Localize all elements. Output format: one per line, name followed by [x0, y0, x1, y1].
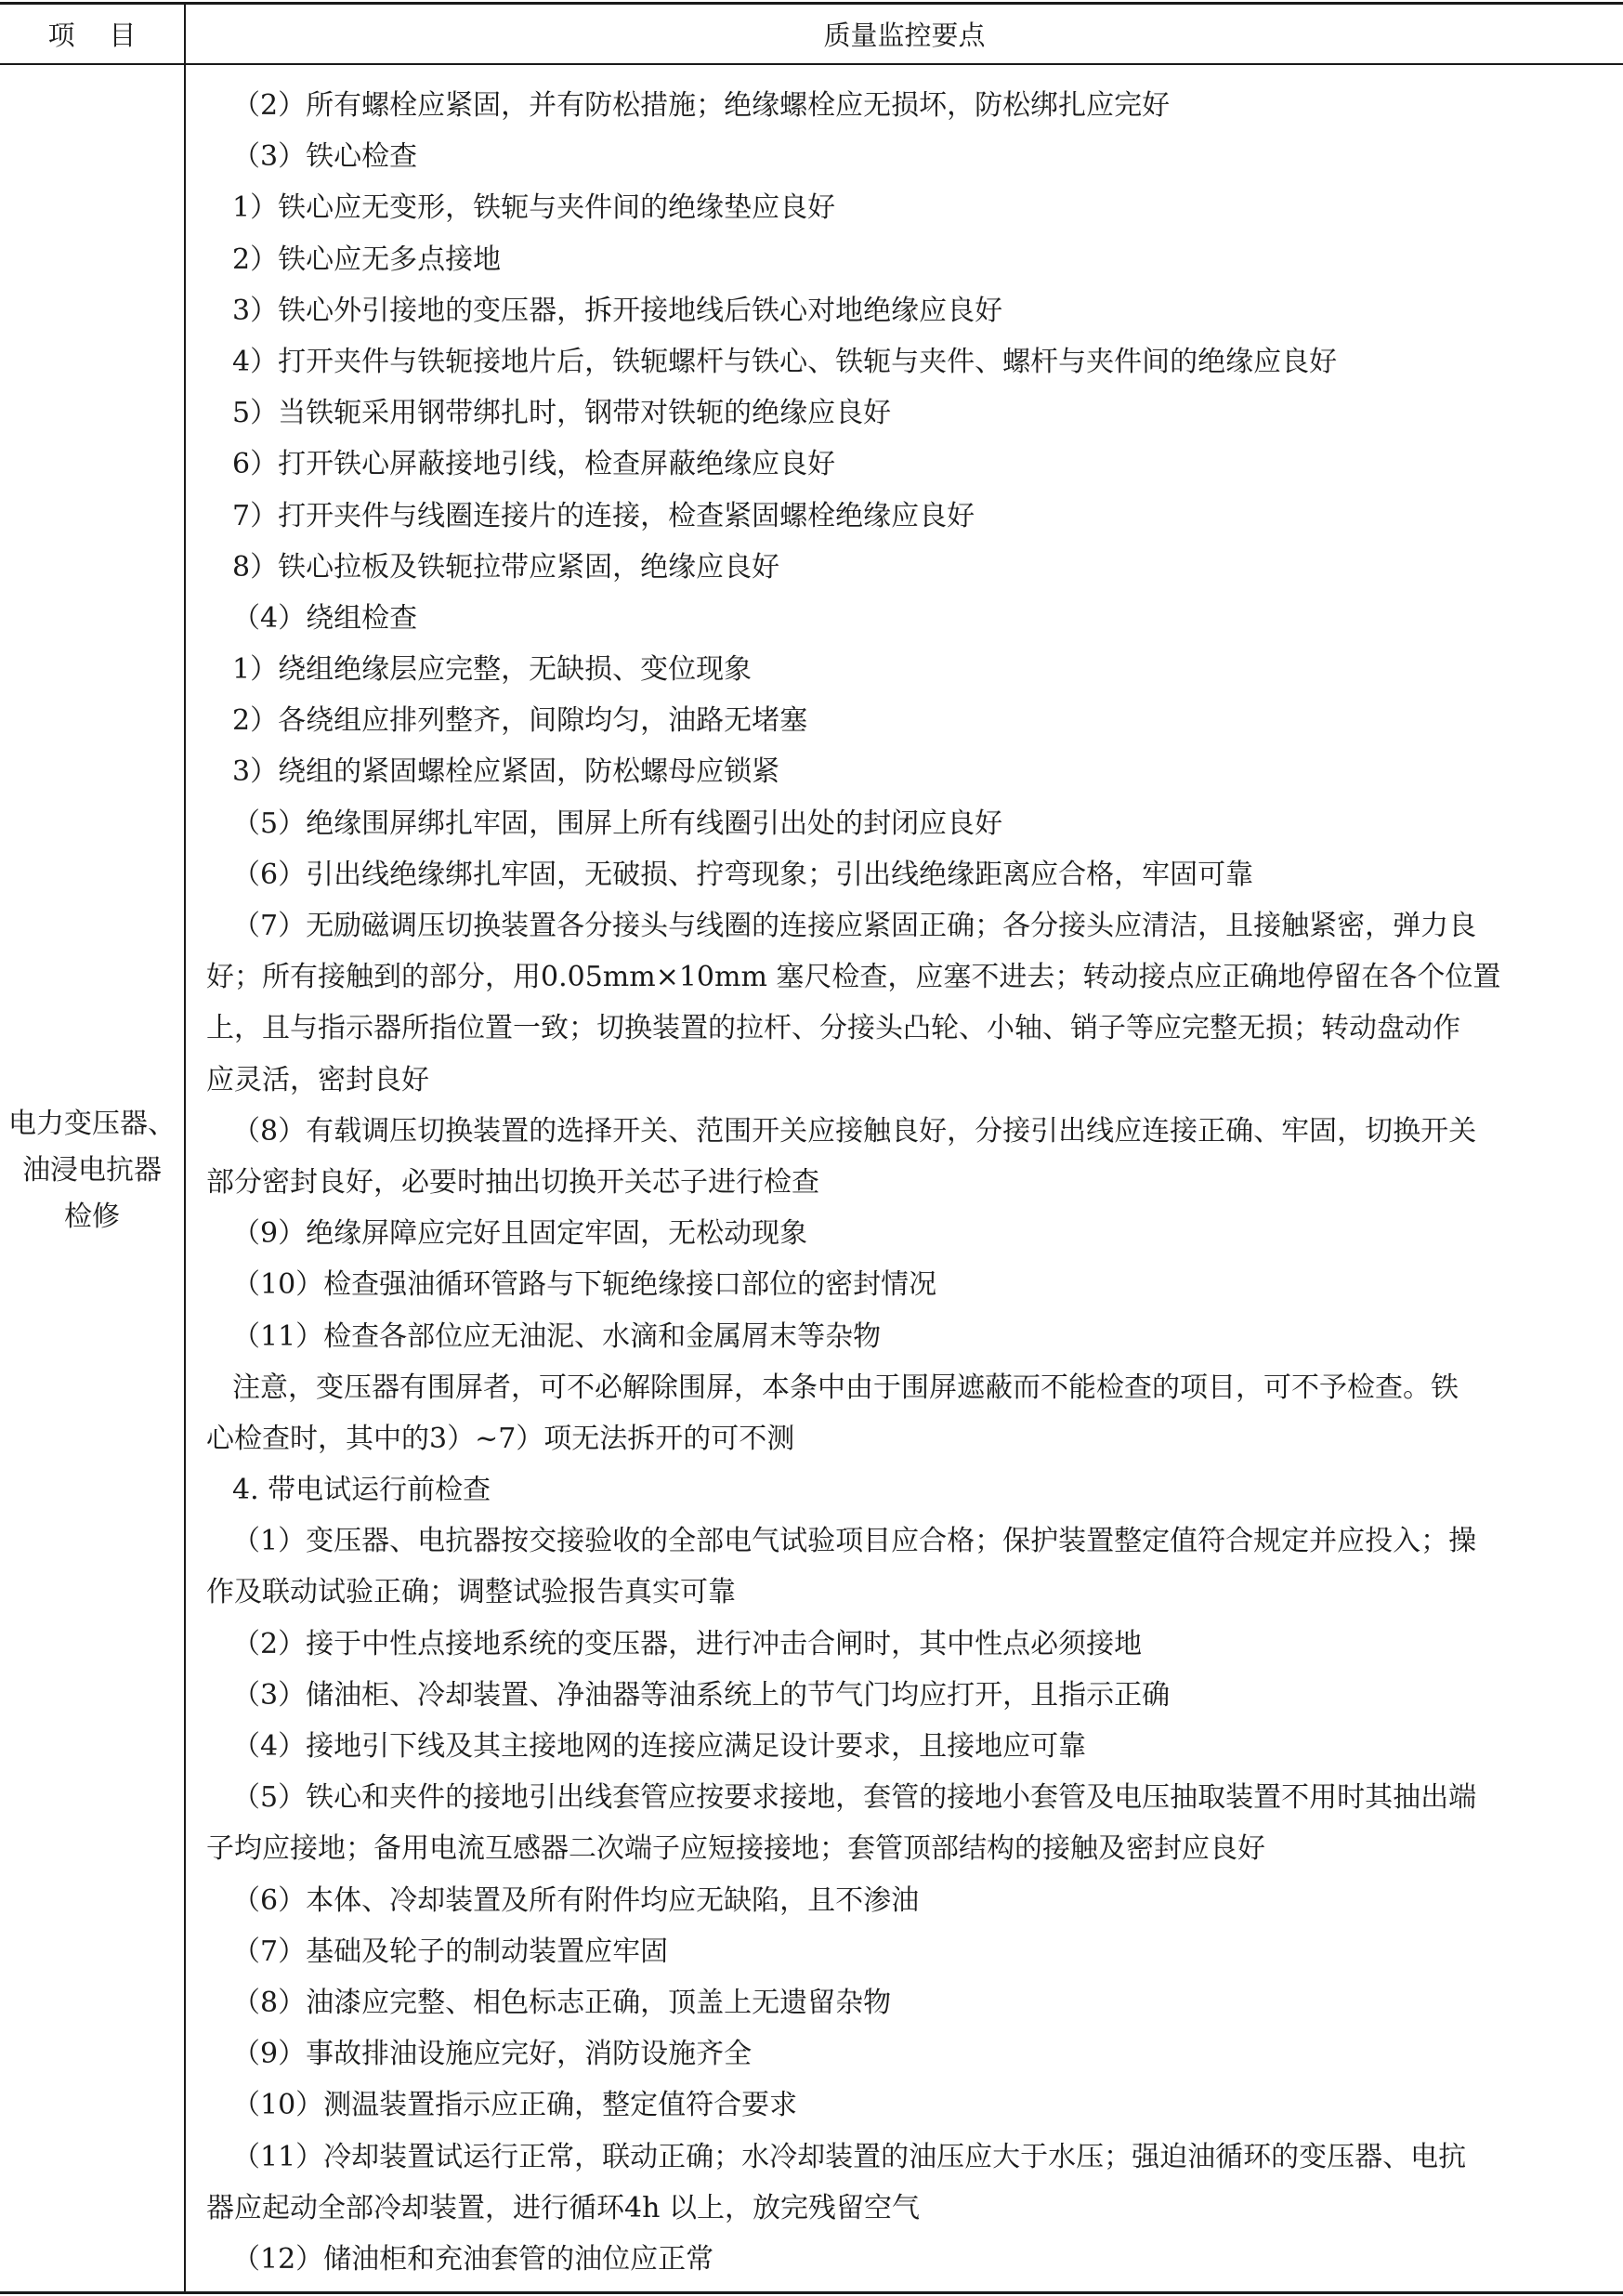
text-line: 1）铁心应无变形，铁轭与夹件间的绝缘垫应良好: [232, 191, 836, 225]
text-line: 好；所有接触到的部分，用0.05mm×10mm 塞尺检查，应塞不进去；转动接点应正确地停留在各个位置: [206, 961, 1501, 994]
text-line: 注意，变压器有围屏者，可不必解除围屏，本条中由于围屏遮蔽而不能检查的项目，可不予检查。铁: [232, 1371, 1459, 1404]
text-line: （6）引出线绝缘绑扎牢固，无破损、拧弯现象；引出线绝缘距离应合格，牢固可靠: [232, 858, 1254, 891]
text-line: （7）无励磁调压切换装置各分接头与线圈的连接应紧固正确；各分接头应清洁，且接触紧密，弹力良: [232, 910, 1477, 942]
text-line: 子均应接地；备用电流互感器二次端子应短接接地；套管顶部结构的接触及密封应良好: [206, 1832, 1265, 1866]
text-line: （3）铁心检查: [232, 140, 418, 174]
text-line: （8）有载调压切换装置的选择开关、范围开关应接触良好，分接引出线应连接正确、牢固，切换开关: [232, 1114, 1477, 1148]
text-line: （9）绝缘屏障应完好且固定牢固，无松动现象: [232, 1217, 808, 1251]
text-line: （11）冷却装置试运行正常，联动正确；水冷却装置的油压应大于水压；强迫油循环的变压器、电抗: [232, 2140, 1467, 2173]
text-line: （7）基础及轮子的制动装置应牢固: [232, 1935, 669, 1968]
text-line: （4）接地引下线及其主接地网的连接应满足设计要求，且接地应可靠: [232, 1730, 1087, 1763]
text-line: 5）当铁轭采用钢带绑扎时，钢带对铁轭的绝缘应良好: [232, 397, 892, 430]
text-line: （9）事故排油设施应完好，消防设施齐全: [232, 2038, 753, 2071]
section-heading: 4. 带电试运行前检查: [232, 1474, 491, 1507]
text-line: （2）接于中性点接地系统的变压器，进行冲击合闸时，其中性点必须接地: [232, 1627, 1143, 1660]
text-line: （10）检查强油循环管路与下轭绝缘接口部位的密封情况: [232, 1268, 937, 1302]
text-line: 6）打开铁心屏蔽接地引线，检查屏蔽绝缘应良好: [232, 448, 836, 481]
text-line: 应灵活，密封良好: [206, 1063, 429, 1096]
text-line: （12）储油柜和充油套管的油位应正常: [232, 2242, 714, 2276]
text-line: （3）储油柜、冷却装置、净油器等油系统上的节气门均应打开，且指示正确: [232, 1678, 1171, 1712]
item-cell: [0, 1101, 184, 1240]
text-line: 部分密封良好，必要时抽出切换开关芯子进行检查: [206, 1165, 819, 1199]
text-line: 2）铁心应无多点接地: [232, 243, 502, 276]
text-line: 心检查时，其中的3）~7）项无法拆开的可不测: [206, 1422, 795, 1455]
text-line: （10）测温装置指示应正确，整定值符合要求: [232, 2089, 798, 2122]
text-line: （2）所有螺栓应紧固，并有防松措施；绝缘螺栓应无损坏，防松绑扎应完好: [232, 89, 1171, 122]
column-header-key-points: 质量监控要点: [823, 20, 986, 51]
item-line: 油浸电抗器: [22, 1154, 162, 1187]
text-line: 1）绕组绝缘层应完整，无缺损、变位现象: [232, 653, 753, 687]
key-points-cell: [206, 80, 1604, 2285]
text-line: 3）绕组的紧固螺栓应紧固，防松螺母应锁紧: [232, 755, 780, 789]
text-line: 2）各绕组应排列整齐，间隙均匀，油路无堵塞: [232, 704, 808, 738]
text-line: （4）绕组检查: [232, 601, 418, 635]
text-line: 8）铁心拉板及铁轭拉带应紧固，绝缘应良好: [232, 550, 780, 584]
column-divider: [184, 2, 186, 2294]
text-line: （11）检查各部位应无油泥、水滴和金属屑末等杂物: [232, 1319, 882, 1353]
text-line: 上，且与指示器所指位置一致；切换装置的拉杆、分接头凸轮、小轴、销子等应完整无损；转动盘动作: [206, 1012, 1460, 1045]
text-line: （1）变压器、电抗器按交接验收的全部电气试验项目应合格；保护装置整定值符合规定并应投入；操: [232, 1525, 1477, 1558]
text-line: （6）本体、冷却装置及所有附件均应无缺陷，且不渗油: [232, 1883, 920, 1917]
text-line: 7）打开夹件与线圈连接片的连接，检查紧固螺栓绝缘应良好: [232, 499, 975, 532]
text-line: （8）油漆应完整、相色标志正确，顶盖上无遗留杂物: [232, 1986, 892, 2019]
text-line: （5）绝缘围屏绑扎牢固，围屏上所有线圈引出处的封闭应良好: [232, 807, 1003, 840]
header-divider: [0, 63, 1623, 65]
item-line: 电力变压器、: [8, 1108, 176, 1140]
item-line: 检修: [64, 1200, 120, 1233]
text-line: 器应起动全部冷却装置，进行循环4h 以上，放完残留空气: [206, 2191, 920, 2224]
text-line: 作及联动试验正确；调整试验报告真实可靠: [206, 1576, 736, 1609]
text-line: 4）打开夹件与铁轭接地片后，铁轭螺杆与铁心、铁轭与夹件、螺杆与夹件间的绝缘应良好: [232, 345, 1338, 378]
column-header-item: 项 目: [47, 20, 137, 51]
text-line: （5）铁心和夹件的接地引出线套管应按要求接地，套管的接地小套管及电压抽取装置不用时其抽出端: [232, 1781, 1477, 1815]
text-line: 3）铁心外引接地的变压器，拆开接地线后铁心对地绝缘应良好: [232, 294, 1003, 327]
table-bottom-rule: [0, 2291, 1623, 2294]
